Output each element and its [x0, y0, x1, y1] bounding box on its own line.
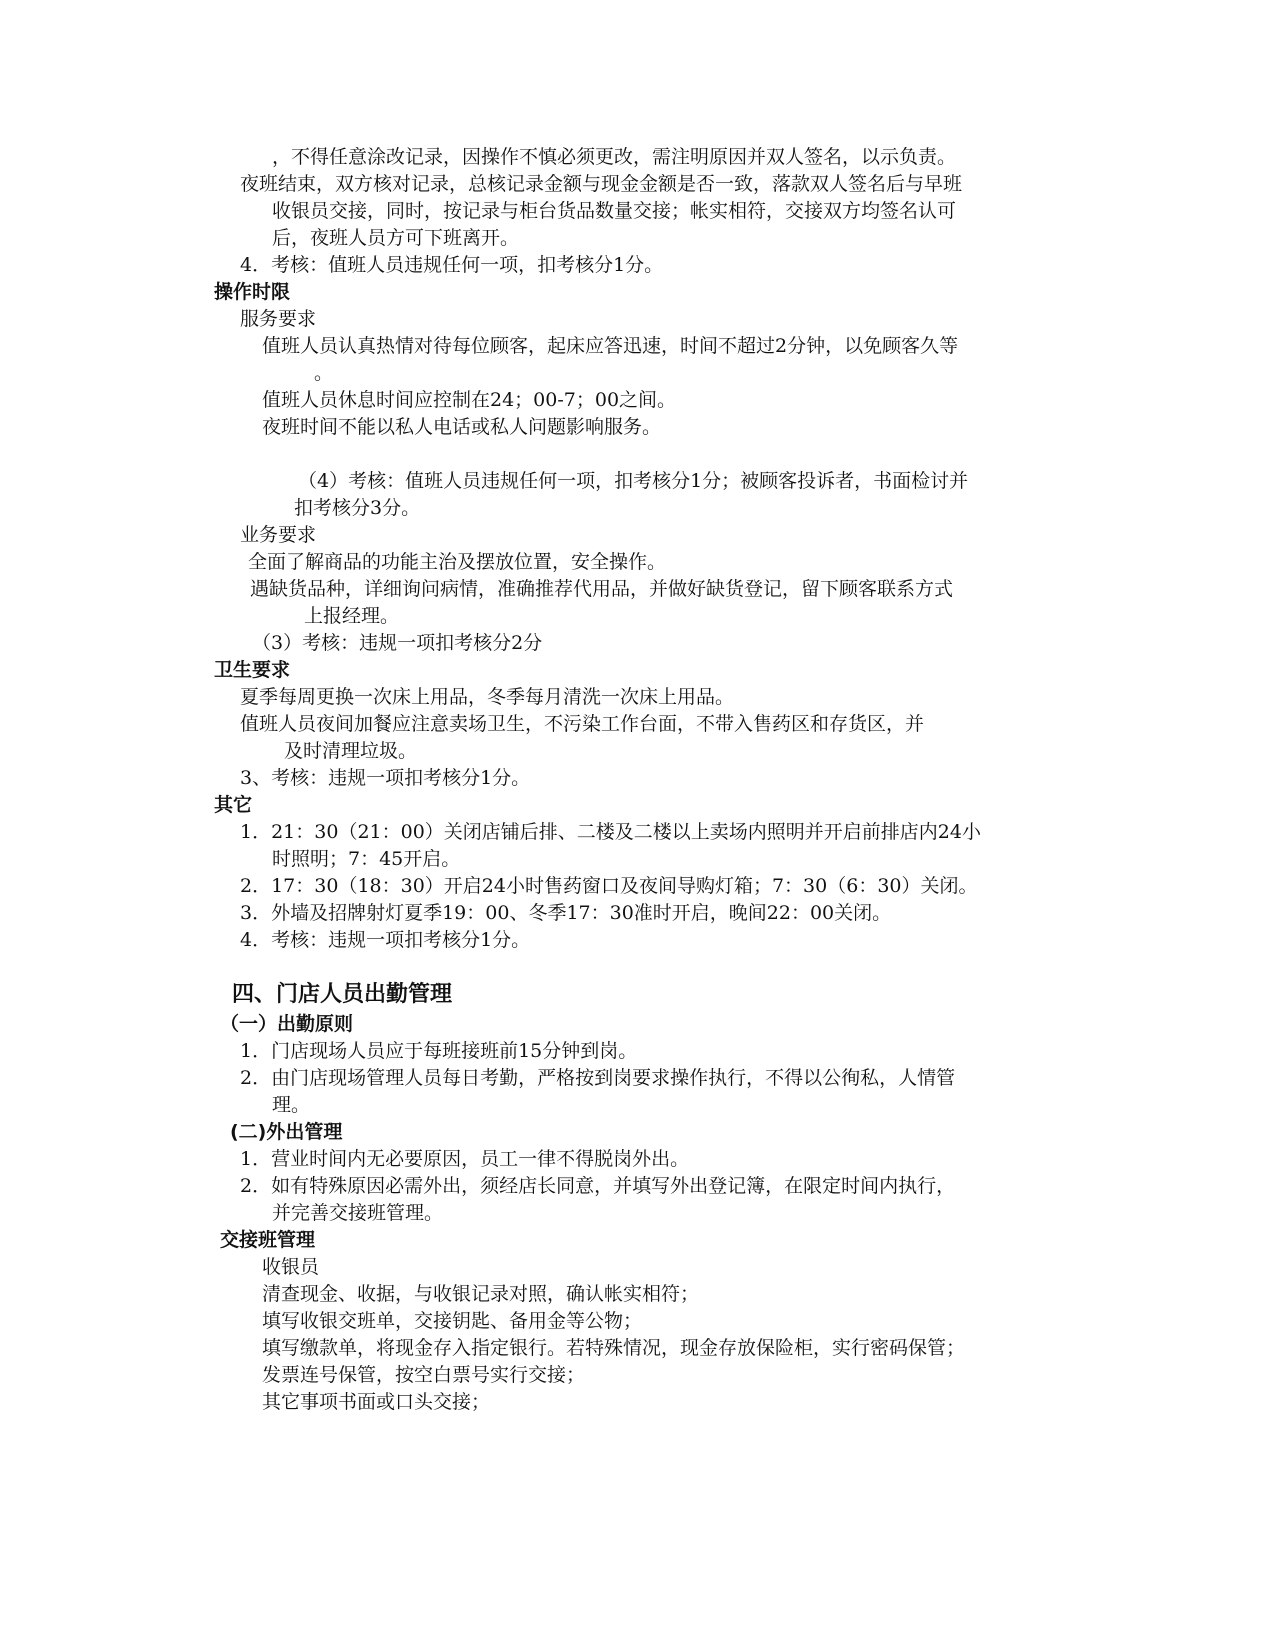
list-item: 2．17：30（18：30）开启24小时售药窗口及夜间导购灯箱；7：30（6：30）关闭。 [240, 875, 978, 897]
list-item: （4）考核：值班人员违规任何一项，扣考核分1分；被顾客投诉者，书面检讨并 [298, 470, 969, 492]
text-line: 值班人员休息时间应控制在24；00-7；00之间。 [262, 389, 677, 411]
list-item: 1．21：30（21：00）关闭店铺后排、二楼及二楼以上卖场内照明并开启前排店内24小 [240, 821, 981, 843]
text-line: 理。 [272, 1094, 311, 1116]
text-line: 后，夜班人员方可下班离开。 [272, 227, 520, 249]
text-line: ，不得任意涂改记录，因操作不慎必须更改，需注明原因并双人签名，以示负责。 [272, 146, 957, 168]
text-line: 夜班时间不能以私人电话或私人问题影响服务。 [262, 416, 662, 438]
text-line: 。 [314, 362, 334, 384]
section-heading: 操作时限 [214, 281, 291, 303]
list-item: （3）考核：违规一项扣考核分2分 [252, 632, 543, 654]
text-line: 时照明；7：45开启。 [272, 848, 461, 870]
section-heading: (二)外出管理 [230, 1121, 343, 1143]
text-line: 值班人员夜间加餐应注意卖场卫生，不污染工作台面，不带入售药区和存货区，并 [240, 713, 925, 735]
text-line: 及时清理垃圾。 [284, 740, 418, 762]
text-line: 填写缴款单，将现金存入指定银行。若特殊情况，现金存放保险柜，实行密码保管； [262, 1337, 966, 1359]
subsection-heading: 服务要求 [240, 308, 317, 330]
subsection-heading: 业务要求 [240, 524, 317, 546]
section-heading: 交接班管理 [220, 1229, 316, 1251]
section-heading: （一）出勤原则 [220, 1013, 354, 1035]
text-line: 夏季每周更换一次床上用品，冬季每月清洗一次床上用品。 [240, 686, 735, 708]
list-item: 3、考核：违规一项扣考核分1分。 [240, 767, 531, 789]
chapter-heading: 四、门店人员出勤管理 [232, 982, 453, 1007]
text-line: 扣考核分3分。 [294, 497, 421, 519]
text-line: 值班人员认真热情对待每位顾客，起床应答迅速，时间不超过2分钟，以免顾客久等 [262, 335, 959, 357]
list-item: 3．外墙及招牌射灯夏季19：00、冬季17：30准时开启，晚间22：00关闭。 [240, 902, 892, 924]
list-item: 4．考核：值班人员违规任何一项，扣考核分1分。 [240, 254, 664, 276]
list-item: 1．营业时间内无必要原因，员工一律不得脱岗外出。 [240, 1148, 690, 1170]
text-line: 夜班结束，双方核对记录，总核记录金额与现金金额是否一致，落款双人签名后与早班 [240, 173, 963, 195]
subsection-heading: 收银员 [262, 1256, 320, 1278]
list-item: 4．考核：违规一项扣考核分1分。 [240, 929, 531, 951]
text-line: 发票连号保管，按空白票号实行交接； [262, 1364, 586, 1386]
section-heading: 其它 [214, 794, 253, 816]
text-line: 并完善交接班管理。 [272, 1202, 444, 1224]
text-line: 填写收银交班单，交接钥匙、备用金等公物； [262, 1310, 643, 1332]
list-item: 1．门店现场人员应于每班接班前15分钟到岗。 [240, 1040, 638, 1062]
text-line: 其它事项书面或口头交接； [262, 1391, 491, 1413]
text-line: 清查现金、收据，与收银记录对照，确认帐实相符； [262, 1283, 700, 1305]
text-line: 收银员交接，同时，按记录与柜台货品数量交接；帐实相符，交接双方均签名认可 [272, 200, 957, 222]
text-line: 上报经理。 [304, 605, 400, 627]
text-line: 遇缺货品种，详细询问病情，准确推荐代用品，并做好缺货登记，留下顾客联系方式 [250, 578, 954, 600]
list-item: 2．由门店现场管理人员每日考勤，严格按到岗要求操作执行，不得以公徇私，人情管 [240, 1067, 956, 1089]
list-item: 2．如有特殊原因必需外出，须经店长同意，并填写外出登记簿，在限定时间内执行， [240, 1175, 956, 1197]
text-line: 全面了解商品的功能主治及摆放位置，安全操作。 [248, 551, 667, 573]
section-heading: 卫生要求 [214, 659, 291, 681]
